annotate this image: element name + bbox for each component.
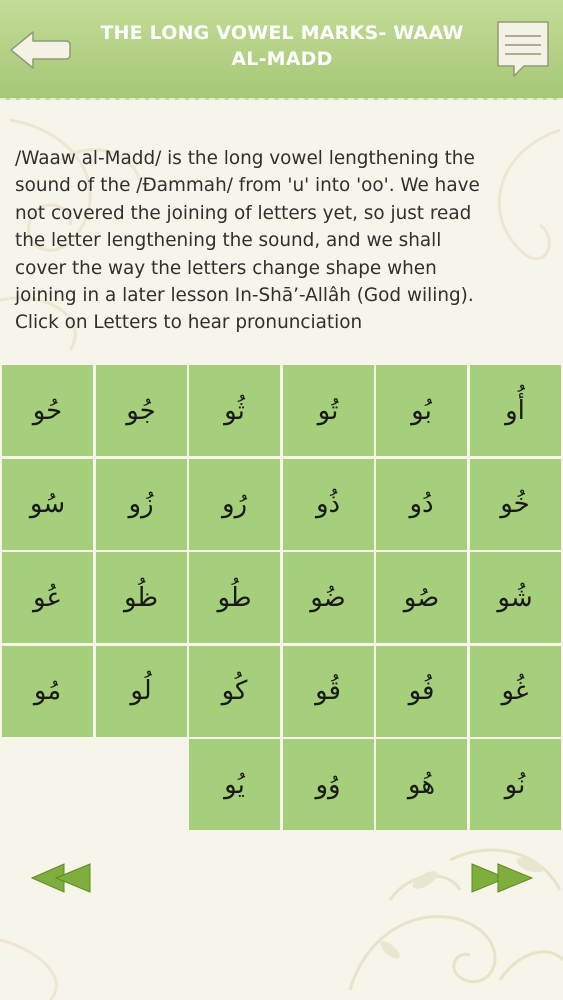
letter-cell[interactable]: جُو [96, 365, 187, 456]
letter-cell[interactable]: تُو [283, 365, 374, 456]
letter-cell[interactable]: قُو [283, 646, 374, 737]
letter-cell[interactable]: حُو [2, 365, 93, 456]
letter-cell[interactable]: أُو [470, 365, 561, 456]
double-left-arrow-icon[interactable] [30, 862, 94, 894]
background-swirl-left-bottom [0, 900, 120, 1000]
letter-cell[interactable]: ظُو [96, 552, 187, 643]
letter-cell[interactable]: زُو [96, 459, 187, 550]
back-arrow-icon[interactable] [8, 28, 72, 72]
letter-cell[interactable]: فُو [376, 646, 467, 737]
page-title: THE LONG VOWEL MARKS- WAAW AL-MADD [100, 22, 464, 70]
letter-cell[interactable]: غُو [470, 646, 561, 737]
letter-cell[interactable]: يُو [189, 739, 280, 830]
letter-cell[interactable]: صُو [376, 552, 467, 643]
notes-speech-bubble-icon[interactable] [494, 18, 552, 80]
intro-paragraph: /Waaw al-Madd/ is the long vowel lengthening the sound of the /Đammah/ from 'u' into 'oo'. We have not covered the joining of letters yet, so just read the letter lengthening the sound, and we shall cover the way the letters change shape when joining in a later lesson In-Shā’-Allâh (God wiling). Click on Letters to hear pronunciation [15, 148, 480, 334]
background-swirl-bottom [330, 830, 563, 1000]
letter-cell[interactable]: وُو [283, 739, 374, 830]
letter-cell[interactable]: كُو [189, 646, 280, 737]
header-bar [0, 0, 563, 100]
letter-cell[interactable]: دُو [376, 459, 467, 550]
letter-cell[interactable]: خُو [470, 459, 561, 550]
letter-cell[interactable]: رُو [189, 459, 280, 550]
letters-grid [0, 363, 563, 832]
letter-cell[interactable]: لُو [96, 646, 187, 737]
letter-cell[interactable]: هُو [376, 739, 467, 830]
letter-cell[interactable]: طُو [189, 552, 280, 643]
double-right-arrow-icon[interactable] [470, 862, 534, 894]
letter-cell[interactable]: سُو [2, 459, 93, 550]
letter-cell[interactable]: نُو [470, 739, 561, 830]
letter-cell[interactable]: ضُو [283, 552, 374, 643]
letter-cell[interactable]: مُو [2, 646, 93, 737]
letter-cell[interactable]: شُو [470, 552, 561, 643]
letter-cell[interactable]: بُو [376, 365, 467, 456]
letter-cell[interactable]: عُو [2, 552, 93, 643]
letter-cell[interactable]: ذُو [283, 459, 374, 550]
letter-cell[interactable]: ثُو [189, 365, 280, 456]
